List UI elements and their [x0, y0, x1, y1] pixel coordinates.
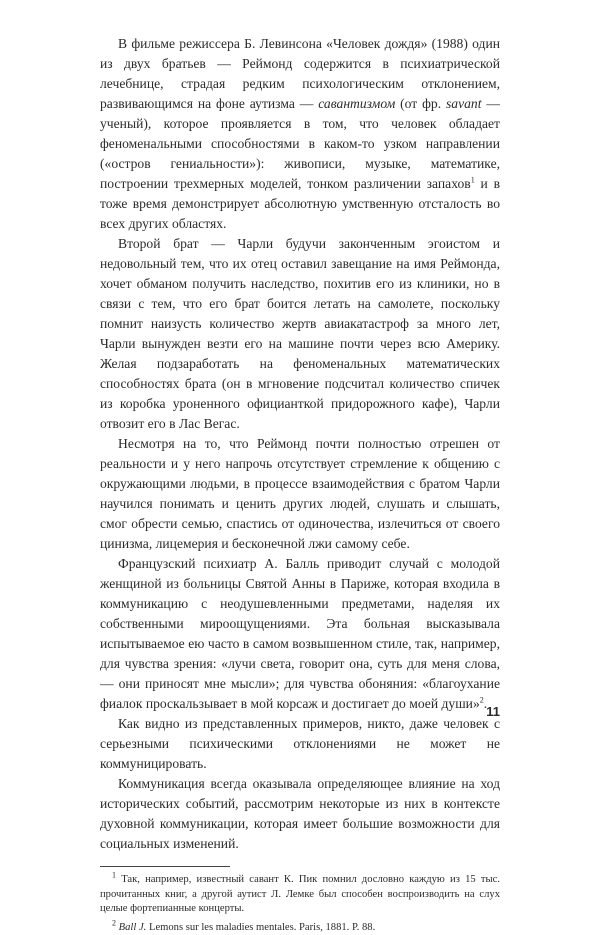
page-number: 11	[486, 704, 500, 719]
footnote-ref-2[interactable]: 2	[480, 695, 484, 704]
paragraph-rain-man: В фильме режиссера Б. Левинсона «Человек дождя» (1988) один из двух братьев — Реймонд содержится в психиатрической лечебнице, страдая редким психологическим отклонением, развивающимся на фоне аутизма — савантизмом (от фр. savant — ученый), которое проявляется в том, что человек обладает феноменальными способностями в каком-то узком направлении («остров гениальности»): живописи, музыке, математике, построении трехмерных моделей, тонком различении запахов$^1$ и в тоже время демонстрирует абсолютную умственную отсталость во всех других областях.	[100, 34, 500, 234]
footnote-divider	[100, 866, 230, 867]
page-body	[100, 34, 500, 935]
paragraph-communication: Коммуникация всегда оказывала определяющее влияние на ход исторических событий, рассмотрим некоторые из них в контексте духовной коммуникации, которая имеет большие возможности для социальных изменений.	[100, 774, 500, 854]
paragraph-examples: Как видно из представленных примеров, никто, даже человек с серьезными психическими отклонениями не может не коммуницировать.	[100, 714, 500, 774]
footnote-ref-1[interactable]: 1	[471, 175, 475, 184]
footnote-2: $^2$ Ball J. Lemons sur les maladies mentales. Paris, 1881. P. 88.	[100, 921, 500, 935]
footnote-1: $^1$ Так, например, известный савант К. Пик помнил дословно каждую из 15 тыс. прочитанных книг, а другой аутист Л. Лемке был способен воспроизводить на слух целые фортепианные концерты.	[100, 873, 500, 917]
paragraph-raymond: Несмотря на то, что Реймонд почти полностью отрешен от реальности и у него напрочь отсутствует стремление к общению с окружающими людьми, в процессе взаимодействия с братом Чарли научился понимать и ценить других людей, слушать и слышать, смог обрести семью, спастись от одиночества, излечиться от своего цинизма, лицемерия и бесконечной лжи самому себе.	[100, 434, 500, 554]
term-savant: savant	[446, 96, 482, 111]
paragraph-charlie: Второй брат — Чарли будучи законченным эгоистом и недовольный тем, что их отец оставил завещание на имя Реймонда, хочет обманом получить наследство, похитив его из клиники, но в связи с тем, что его брат боится летать на самолете, поскольку помнит наизусть количество жертв авиакатастроф за много лет, Чарли вынужден везти его на машине почти через всю Америку. Желая подзаработать на феноменальных математических способностях брата (он в мгновение подсчитал количество спичек из коробка уроненного официанткой придорожного кафе), Чарли отвозит его в Лас Вегас.	[100, 234, 500, 434]
footnote-author: Ball J.	[119, 922, 147, 933]
term-savantism: савантизмом	[318, 96, 395, 111]
paragraph-ball-case: Французский психиатр А. Балль приводит случай с молодой женщиной из больницы Святой Анны в Париже, которая входила в коммуникацию с неодушевленными предметами, наделяя их собственными мироощущениями. Эта больная высказывала испытываемое ею часто в самом возвышенном стиле, так, например, для чувства зрения: «лучи света, говорит она, суть для меня слова, — они приносят мне мысли»; для чувства обоняния: «благоухание фиалок проскальзывает в мой корсаж и достигает до моей души»$^2$.	[100, 554, 500, 714]
